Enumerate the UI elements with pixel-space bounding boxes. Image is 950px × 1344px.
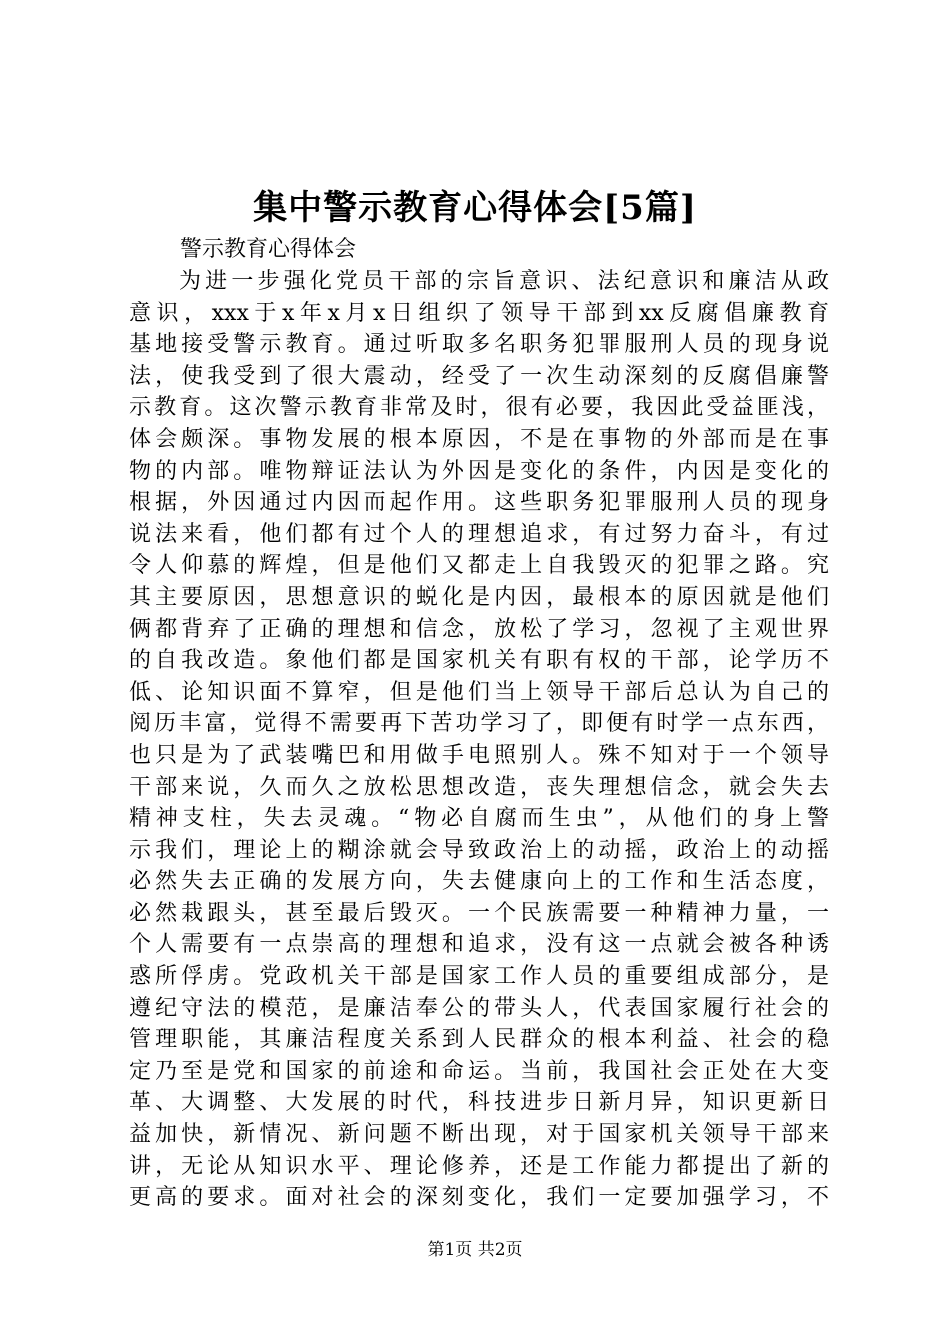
page-footer: 第1页 共2页 — [427, 1240, 523, 1260]
body-line: 也只是为了武装嘴巴和用做手电照别人。殊不知对于一个领导 — [129, 742, 829, 768]
body-line: 基地接受警示教育。通过听取多名职务犯罪服刑人员的现身说 — [129, 332, 829, 358]
body-line: 革、大调整、大发展的时代，科技进步日新月异，知识更新日 — [129, 1090, 829, 1116]
body-line: 说法来看，他们都有过个人的理想追求，有过努力奋斗，有过 — [129, 521, 829, 547]
body-line: 令人仰慕的辉煌，但是他们又都走上自我毁灭的犯罪之路。究 — [129, 553, 829, 579]
body-line: 俩都背弃了正确的理想和信念，放松了学习，忽视了主观世界 — [129, 616, 829, 642]
body-line: 为进一步强化党员干部的宗旨意识、法纪意识和廉洁从政 — [179, 269, 829, 294]
body-line: 必然栽跟头，甚至最后毁灭。一个民族需要一种精神力量，一 — [129, 900, 829, 926]
body-line: 示我们，理论上的糊涂就会导致政治上的动摇，政治上的动摇 — [129, 837, 829, 863]
body-line: 法，使我受到了很大震动，经受了一次生动深刻的反腐倡廉警 — [129, 363, 829, 389]
body-line: 更高的要求。面对社会的深刻变化，我们一定要加强学习，不 — [129, 1185, 829, 1211]
body-line: 体会颇深。事物发展的根本原因，不是在事物的外部而是在事 — [129, 426, 829, 452]
body-line: 益加快，新情况、新问题不断出现，对于国家机关领导干部来 — [129, 1122, 829, 1148]
body-line: 定乃至是党和国家的前途和命运。当前，我国社会正处在大变 — [129, 1058, 829, 1084]
body-line: 意识，xxx于x年x月x日组织了领导干部到xx反腐倡廉教育 — [129, 300, 829, 326]
body-line: 管理职能，其廉洁程度关系到人民群众的根本利益、社会的稳 — [129, 1027, 829, 1053]
body-line: 的自我改造。象他们都是国家机关有职有权的干部，论学历不 — [129, 648, 829, 674]
body-line: 惑所俘虏。党政机关干部是国家工作人员的重要组成部分，是 — [129, 964, 829, 990]
body-line: 个人需要有一点崇高的理想和追求，没有这一点就会被各种诱 — [129, 932, 829, 958]
body-line: 阅历丰富，觉得不需要再下苦功学习了，即便有时学一点东西， — [129, 711, 829, 737]
document-subtitle: 警示教育心得体会 — [180, 237, 357, 262]
body-line: 干部来说，久而久之放松思想改造，丧失理想信念，就会失去 — [129, 774, 829, 800]
body-line: 根据，外因通过内因而起作用。这些职务犯罪服刑人员的现身 — [129, 490, 829, 516]
body-line: 讲，无论从知识水平、理论修养，还是工作能力都提出了新的 — [129, 1153, 829, 1179]
body-line: 其主要原因，思想意识的蜕化是内因，最根本的原因就是他们 — [129, 584, 829, 610]
body-line: 物的内部。唯物辩证法认为外因是变化的条件，内因是变化的 — [129, 458, 829, 484]
body-line: 精神支柱，失去灵魂。“物必自腐而生虫”，从他们的身上警 — [129, 806, 829, 832]
body-line: 必然失去正确的发展方向，失去健康向上的工作和生活态度， — [129, 869, 829, 895]
body-line: 低、论知识面不算窄，但是他们当上领导干部后总认为自己的 — [129, 679, 829, 705]
document-title: 集中警示教育心得体会[5篇] — [253, 188, 697, 228]
body-line: 示教育。这次警示教育非常及时，很有必要，我因此受益匪浅， — [129, 395, 829, 421]
body-line: 遵纪守法的模范，是廉洁奉公的带头人，代表国家履行社会的 — [129, 995, 829, 1021]
document-body — [129, 266, 829, 1214]
